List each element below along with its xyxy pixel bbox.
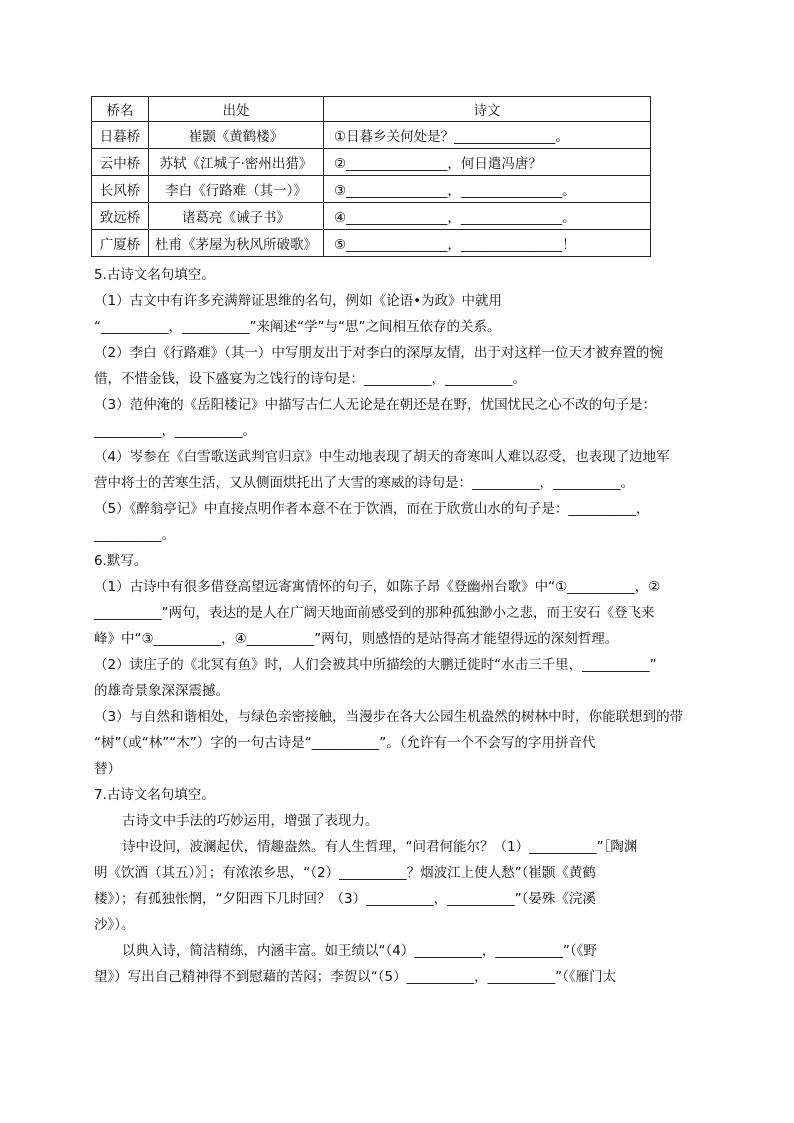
text-line: 沙》）。 [94, 917, 135, 933]
text-line: 以典入诗，简洁精练，内涵丰富。如王绩以“（4）__________，__________”（《野 [122, 943, 597, 959]
text-line: 的雄奇景象深深震撼。 [94, 683, 229, 699]
bridge-name-cell: 长风桥 [92, 176, 149, 203]
poem-text-cell: ⑤_______________，_______________！ [324, 230, 651, 257]
text-line: “树”（或“林”“木”）字的一句古诗是“__________”。（允许有一个不会写的字用拼音代 [94, 735, 596, 751]
bridge-table [91, 96, 651, 257]
text-line: 替） [94, 761, 121, 777]
text-line: （2）读庄子的《北冥有鱼》时，人们会被其中所描绘的大鹏迁徙时“水击三千里，__________” [94, 657, 657, 673]
source-cell: 李白《行路难（其一）》 [149, 176, 324, 203]
text-line: （3）与自然和谐相处，与绿色亲密接触，当漫步在各大公园生机盎然的树林中时，你能联想到的带 [94, 709, 684, 725]
bridge-name-cell: 云中桥 [92, 149, 149, 176]
text-line: （4）岑参在《白雪歌送武判官归京》中生动地表现了胡天的奇寒叫人难以忍受，也表现了边地军 [94, 449, 670, 465]
text-line: __________。 [94, 527, 175, 543]
text-line: __________，__________。 [94, 423, 256, 439]
source-cell: 诸葛亮《诫子书》 [149, 203, 324, 230]
text-line: 峰》中“③__________，④__________”两句，则感悟的是站得高才能望得远的深刻哲理。 [94, 631, 619, 647]
table-row [92, 176, 651, 203]
text-line: 惜，不惜金钱，设下盛宴为之饯行的诗句是：__________，__________。 [94, 371, 526, 387]
poem-text-cell: ③_______________，_______________。 [324, 176, 651, 203]
source-cell: 杜甫《茅屋为秋风所破歌》 [149, 230, 324, 257]
text-line: （3）范仲淹的《岳阳楼记》中描写古仁人无论是在朝还是在野，忧国忧民之心不改的句子是： [94, 397, 657, 413]
text-line: （2）李白《行路难》（其一）中写朋友出于对李白的深厚友情，出于对这样一位天才被弃置的惋 [94, 345, 663, 361]
header-bridge-name: 桥名 [92, 97, 149, 122]
text-line: （1）古诗中有很多借登高望远寄寓情怀的句子，如陈子昂《登幽州台歌》中“①__________，② [94, 579, 661, 595]
bridge-name-cell: 广厦桥 [92, 230, 149, 257]
text-line: （1）古文中有许多充满辩证思维的名句，例如《论语•为政》中就用 [94, 293, 503, 309]
text-line: 楼》）；有孤独怅惘，“夕阳西下几时回？（3）__________，__________”（晏殊《浣溪 [94, 891, 596, 907]
bridge-name-cell: 致远桥 [92, 203, 149, 230]
table-row [92, 230, 651, 257]
table-row [92, 149, 651, 176]
question-body [94, 262, 694, 990]
header-poem-text: 诗文 [324, 97, 651, 122]
table-header-row [92, 97, 651, 122]
poem-text-cell: ①日暮乡关何处是？_______________。 [324, 122, 651, 149]
table-row [92, 203, 651, 230]
text-line: 营中将士的苦寒生活，又从侧面烘托出了大雪的寒威的诗句是：__________，__________。 [94, 475, 634, 491]
poem-text-cell: ②_______________，何日遣冯唐？ [324, 149, 651, 176]
text-line: 诗中设问，波澜起伏，情趣盎然。有人生哲理，“问君何能尔？（1）__________”［陶渊 [122, 839, 638, 855]
question-5-heading: 5.古诗文名句填空。 [94, 267, 215, 283]
text-line: 望》）写出自己精神得不到慰藉的苦闷；李贺以“（5）__________，__________”（《雁门太 [94, 969, 617, 985]
text-line: 明《饮酒（其五）》］；有浓浓乡思，“（2）__________？烟波江上使人愁”（崔颢《黄鹤 [94, 865, 596, 881]
header-source: 出处 [149, 97, 324, 122]
text-line: （5）《醉翁亭记》中直接点明作者本意不在于饮酒，而在于欣赏山水的句子是：__________， [94, 501, 650, 517]
text-line: __________”两句，表达的是人在广阔天地面前感受到的那种孤独渺小之悲，而王安石《登飞来 [94, 605, 655, 621]
table-row [92, 122, 651, 149]
bridge-name-cell: 日暮桥 [92, 122, 149, 149]
question-7-heading: 7.古诗文名句填空。 [94, 787, 215, 803]
poem-text-cell: ④_______________，_______________。 [324, 203, 651, 230]
text-line: “__________，__________”来阐述“学”与“思”之间相互依存的关系。 [94, 319, 501, 335]
text-line: 古诗文中手法的巧妙运用，增强了表现力。 [122, 813, 379, 829]
source-cell: 崔颢《黄鹤楼》 [149, 122, 324, 149]
question-6-heading: 6.默写。 [94, 553, 148, 569]
source-cell: 苏轼《江城子·密州出猎》 [149, 149, 324, 176]
